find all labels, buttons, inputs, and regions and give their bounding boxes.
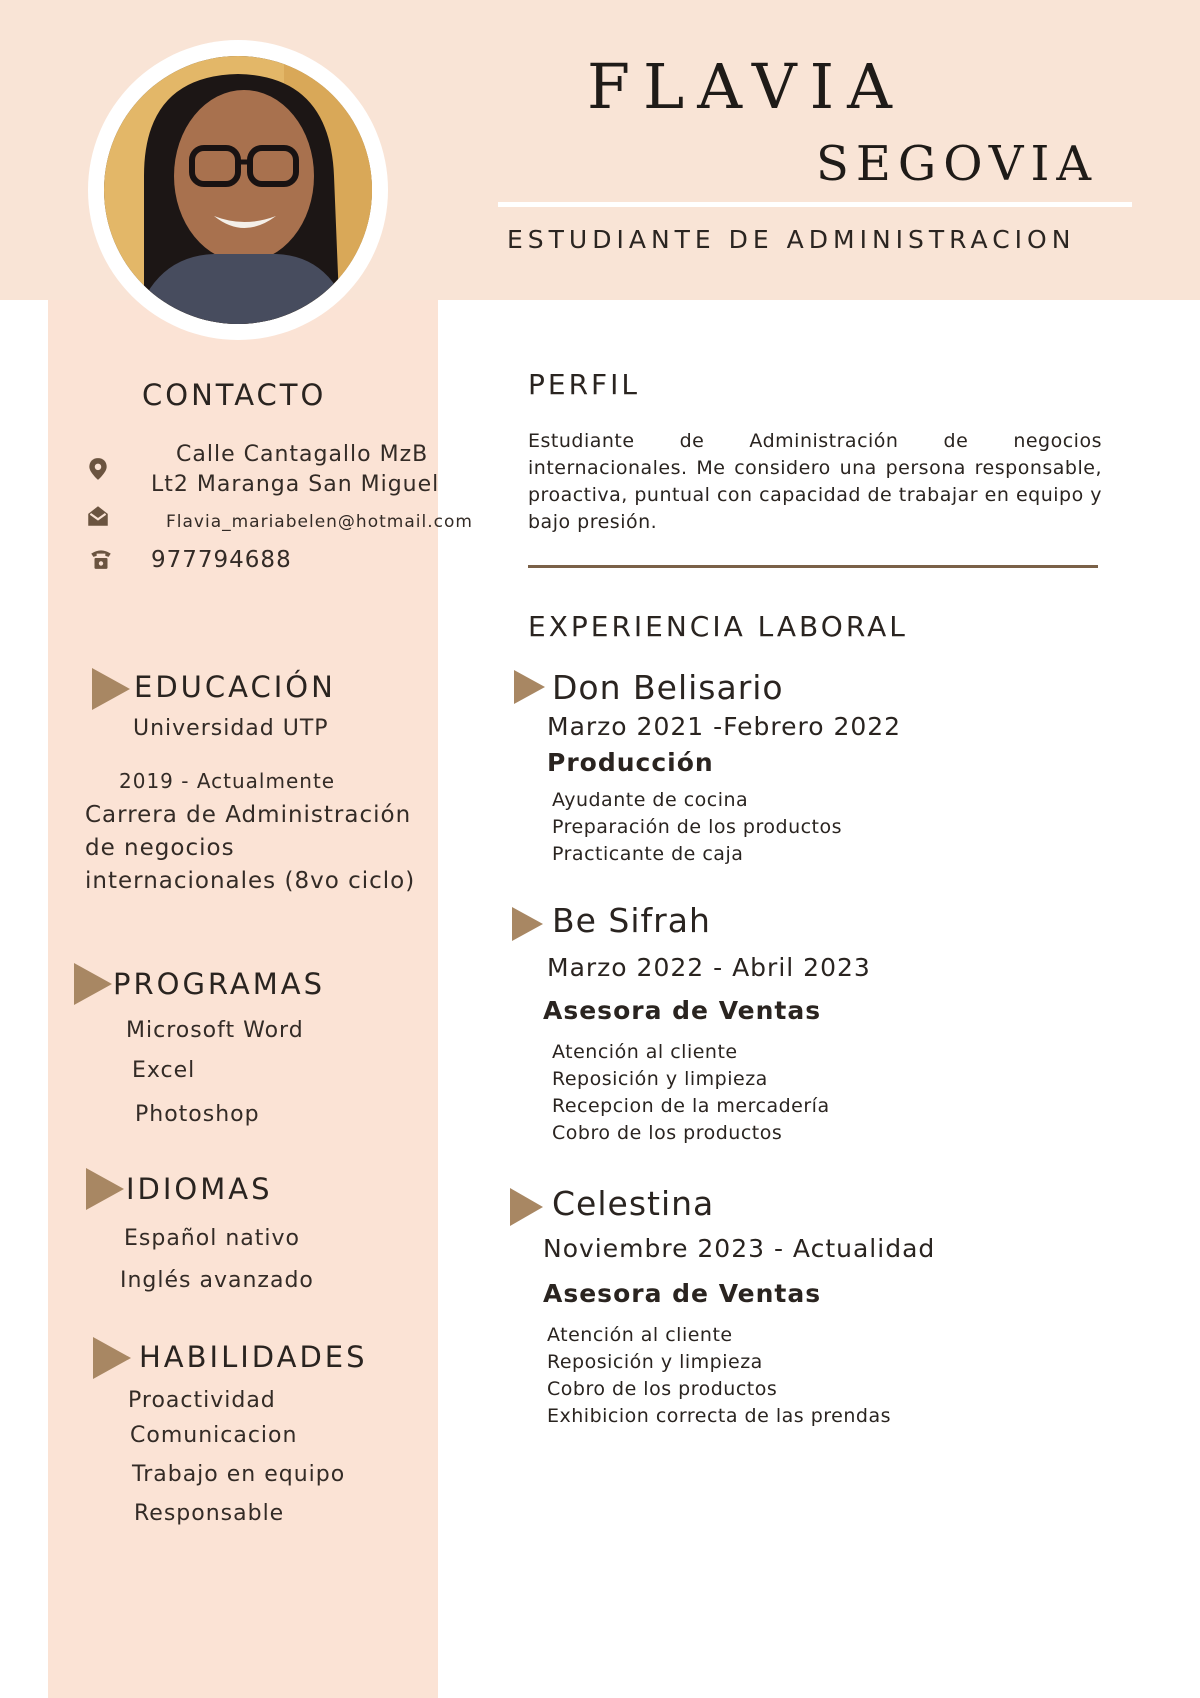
- portrait-illustration: [104, 56, 372, 324]
- skill-item: Responsable: [134, 1501, 285, 1526]
- language-item: Español nativo: [124, 1226, 300, 1251]
- job-marker-icon: [510, 1188, 543, 1226]
- profile-divider: [528, 565, 1098, 568]
- job-period: Noviembre 2023 - Actualidad: [543, 1234, 936, 1263]
- job-task: Practicante de caja: [552, 843, 744, 865]
- job-task-list: [552, 1039, 830, 1147]
- job-task: Preparación de los productos: [552, 816, 843, 838]
- job-task: Reposición y limpieza: [547, 1351, 763, 1373]
- job-company: Celestina: [552, 1184, 715, 1223]
- job-task: Cobro de los productos: [547, 1378, 778, 1400]
- job-task: Ayudante de cocina: [552, 789, 749, 811]
- email-link[interactable]: Flavia_mariabelen@hotmail.com: [166, 512, 473, 532]
- job-task: Atención al cliente: [547, 1324, 733, 1346]
- program-item: Excel: [132, 1058, 196, 1083]
- job-task-list: [547, 1322, 891, 1430]
- education-heading: EDUCACIÓN: [134, 670, 336, 704]
- job-task: Cobro de los productos: [552, 1122, 783, 1144]
- location-pin-icon: [85, 456, 111, 482]
- education-period: 2019 - Actualmente: [119, 769, 336, 793]
- skills-heading: HABILIDADES: [139, 1340, 368, 1374]
- last-name: SEGOVIA: [816, 136, 1099, 192]
- first-name: FLAVIA: [587, 50, 905, 123]
- job-role: Asesora de Ventas: [543, 996, 822, 1025]
- job-period: Marzo 2021 -Febrero 2022: [547, 712, 902, 741]
- program-item: Photoshop: [135, 1102, 260, 1127]
- job-marker-icon: [514, 670, 545, 704]
- education-school: Universidad UTP: [133, 716, 329, 741]
- phone-icon: [88, 545, 114, 571]
- education-degree-line-3: internacionales (8vo ciclo): [85, 868, 416, 894]
- job-title: ESTUDIANTE DE ADMINISTRACION: [507, 225, 1076, 254]
- job-company: Be Sifrah: [552, 901, 711, 940]
- job-role: Producción: [547, 748, 714, 777]
- language-item: Inglés avanzado: [120, 1268, 314, 1293]
- profile-photo: [104, 56, 372, 324]
- languages-marker-icon: [86, 1168, 124, 1210]
- experience-heading: EXPERIENCIA LABORAL: [528, 610, 908, 643]
- job-task-list: [552, 787, 842, 868]
- phone-number: 977794688: [151, 547, 292, 573]
- skill-item: Comunicacion: [130, 1423, 298, 1448]
- envelope-icon: [85, 503, 111, 529]
- job-task: Atención al cliente: [552, 1041, 738, 1063]
- programs-marker-icon: [74, 963, 112, 1005]
- languages-heading: IDIOMAS: [126, 1172, 273, 1206]
- name-divider: [498, 202, 1132, 207]
- education-marker-icon: [92, 668, 130, 710]
- education-degree-line-1: Carrera de Administración: [85, 802, 412, 828]
- address-line-2: Lt2 Maranga San Miguel: [151, 472, 440, 497]
- programs-heading: PROGRAMAS: [113, 967, 326, 1001]
- job-role: Asesora de Ventas: [543, 1279, 822, 1308]
- education-degree-line-2: de negocios: [85, 835, 235, 861]
- skill-item: Proactividad: [128, 1388, 276, 1413]
- job-company: Don Belisario: [552, 668, 784, 707]
- job-task: Recepcion de la mercadería: [552, 1095, 830, 1117]
- job-task: Exhibicion correcta de las prendas: [547, 1405, 891, 1427]
- profile-text: Estudiante de Administración de negocios internacionales. Me considero una persona responsable, proactiva, puntual con capacidad de trabajar en equipo y bajo presión.: [528, 430, 1102, 533]
- address-line-1: Calle Cantagallo MzB: [176, 442, 429, 467]
- contact-heading: CONTACTO: [142, 378, 327, 412]
- program-item: Microsoft Word: [126, 1018, 304, 1043]
- job-period: Marzo 2022 - Abril 2023: [547, 953, 871, 982]
- job-task: Reposición y limpieza: [552, 1068, 768, 1090]
- job-marker-icon: [512, 907, 543, 941]
- profile-heading: PERFIL: [528, 368, 640, 401]
- skills-marker-icon: [93, 1337, 131, 1379]
- skill-item: Trabajo en equipo: [132, 1462, 346, 1487]
